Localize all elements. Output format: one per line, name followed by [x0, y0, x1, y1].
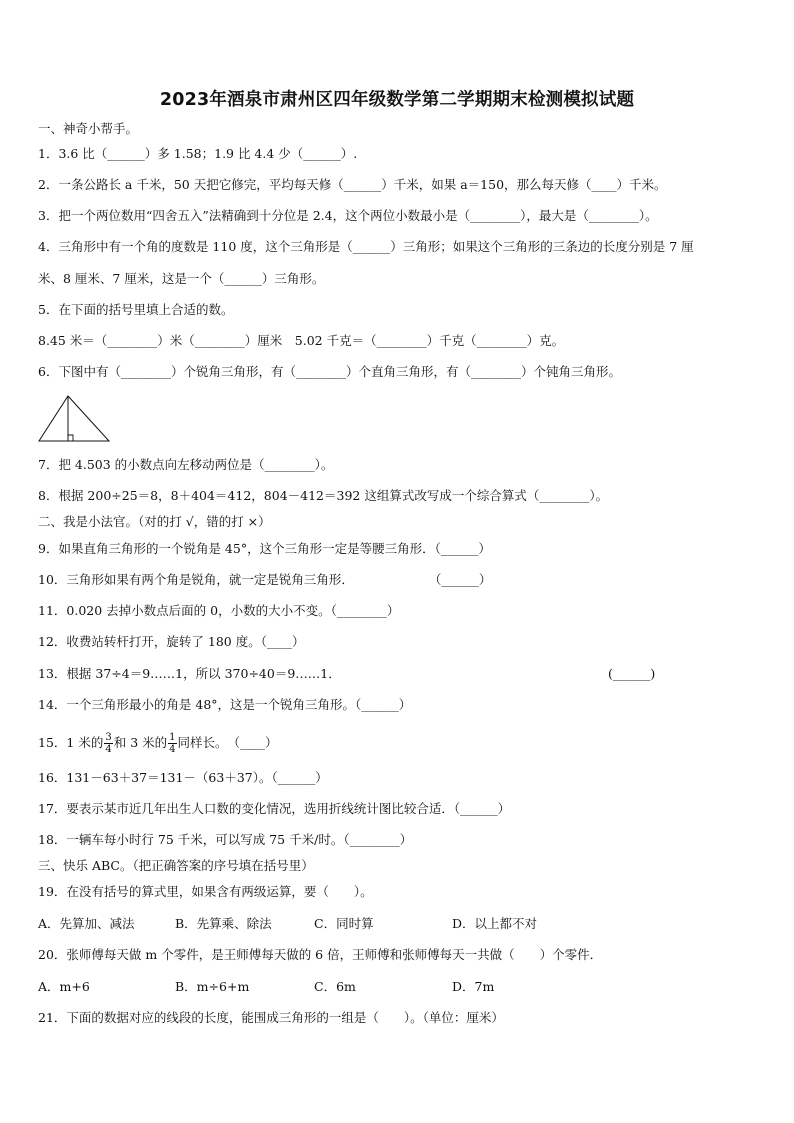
- question-10: 10．三角形如果有两个角是锐角，就一定是锐角三角形． （______）: [38, 572, 492, 587]
- question-4-line-2: 米、8 厘米、7 厘米，这是一个（______）三角形。: [38, 271, 325, 286]
- page-title: 2023年酒泉市肃州区四年级数学第二学期期末检测模拟试题: [159, 90, 635, 110]
- section-heading-1: 一、神奇小帮手。: [38, 121, 139, 136]
- question-4-line-1: 4．三角形中有一个角的度数是 110 度，这个三角形是（______）三角形；如果这个三角形的三条边的长度分别是 7 厘: [38, 239, 694, 254]
- q20-option-d: D．7m: [452, 979, 495, 994]
- question-13: 13．根据 37÷4＝9……1，所以 370÷40＝9……1．: [38, 666, 341, 681]
- question-14: 14．一个三角形最小的角是 48°，这是一个锐角三角形。（______）: [38, 697, 412, 712]
- question-5-items: 8.45 米＝（________）米（________）厘米 5.02 千克＝（________）千克（________）克。: [38, 333, 565, 348]
- section-heading-3: 三、快乐 ABC。（把正确答案的序号填在括号里）: [38, 858, 314, 873]
- question-3: 3．把一个两位数用“四舍五入”法精确到十分位是 2.4，这个两位小数最小是（________），最大是（________）。: [38, 208, 658, 223]
- question-16: 16．131－63＋37＝131－（63＋37）。（______）: [38, 770, 328, 785]
- question-15-part-3: 同样长。 （____）: [177, 735, 278, 750]
- question-5: 5．在下面的括号里填上合适的数。: [38, 302, 234, 317]
- question-13-answer-blank: (______): [608, 666, 656, 681]
- q20-option-a: A．m+6: [38, 979, 90, 994]
- question-20: 20．张师傅每天做 m 个零件，是王师傅每天做的 6 倍，王师傅和张师傅每天一共做（ ）个零件．: [38, 947, 603, 962]
- question-6: 6．下图中有（________）个锐角三角形，有（________）个直角三角形，有（________）个钝角三角形。: [38, 364, 621, 379]
- q19-option-c: C．同时算: [314, 916, 374, 931]
- section-heading-2: 二、我是小法官。（对的打 √，错的打 ×）: [38, 514, 271, 529]
- question-17: 17．要表示某市近几年出生人口数的变化情况，选用折线统计图比较合适．（______）: [38, 801, 511, 816]
- question-2: 2．一条公路长 a 千米，50 天把它修完，平均每天修（______）千米，如果 a＝150，那么每天修（____）千米。: [38, 177, 667, 192]
- question-11: 11．0.020 去掉小数点后面的 0，小数的大小不变。（________）: [38, 603, 400, 618]
- question-18: 18．一辆车每小时行 75 千米，可以写成 75 千米/时。（________）: [38, 832, 413, 847]
- question-15: [38, 732, 774, 755]
- question-7: 7．把 4.503 的小数点向左移动两位是（________）。: [38, 457, 334, 472]
- q20-option-c: C．6m: [314, 979, 356, 994]
- triangle-figure: [38, 395, 112, 443]
- question-21: 21．下面的数据对应的线段的长度，能围成三角形的一组是（ ）。（单位：厘米）: [38, 1010, 504, 1025]
- question-9: 9．如果直角三角形的一个锐角是 45°，这个三角形一定是等腰三角形．（______）: [38, 541, 491, 556]
- fraction-denominator: 4: [169, 744, 176, 755]
- q19-option-d: D．以上都不对: [452, 916, 538, 931]
- question-19: 19．在没有括号的算式里，如果含有两级运算，要（ ）。: [38, 884, 373, 899]
- question-1: 1．3.6 比（______）多 1.58；1.9 比 4.4 少（______）.: [38, 146, 358, 161]
- fraction-three-quarters: [104, 732, 112, 755]
- question-15-part-1: 15．1 米的: [38, 735, 104, 750]
- q19-option-a: A．先算加、减法: [38, 916, 135, 931]
- q20-option-b: B．m÷6+m: [175, 979, 250, 994]
- fraction-denominator: 4: [105, 744, 112, 755]
- fraction-numerator: 1: [169, 732, 176, 743]
- question-12: 12．收费站转杆打开，旋转了 180 度。（____）: [38, 634, 305, 649]
- q19-option-b: B．先算乘、除法: [175, 916, 272, 931]
- fraction-one-quarter: [168, 732, 176, 755]
- question-8: 8．根据 200÷25＝8，8＋404＝412，804－412＝392 这组算式改写成一个综合算式（________）。: [38, 488, 609, 503]
- fraction-numerator: 3: [105, 732, 112, 743]
- question-15-part-2: 和 3 米的: [113, 735, 168, 750]
